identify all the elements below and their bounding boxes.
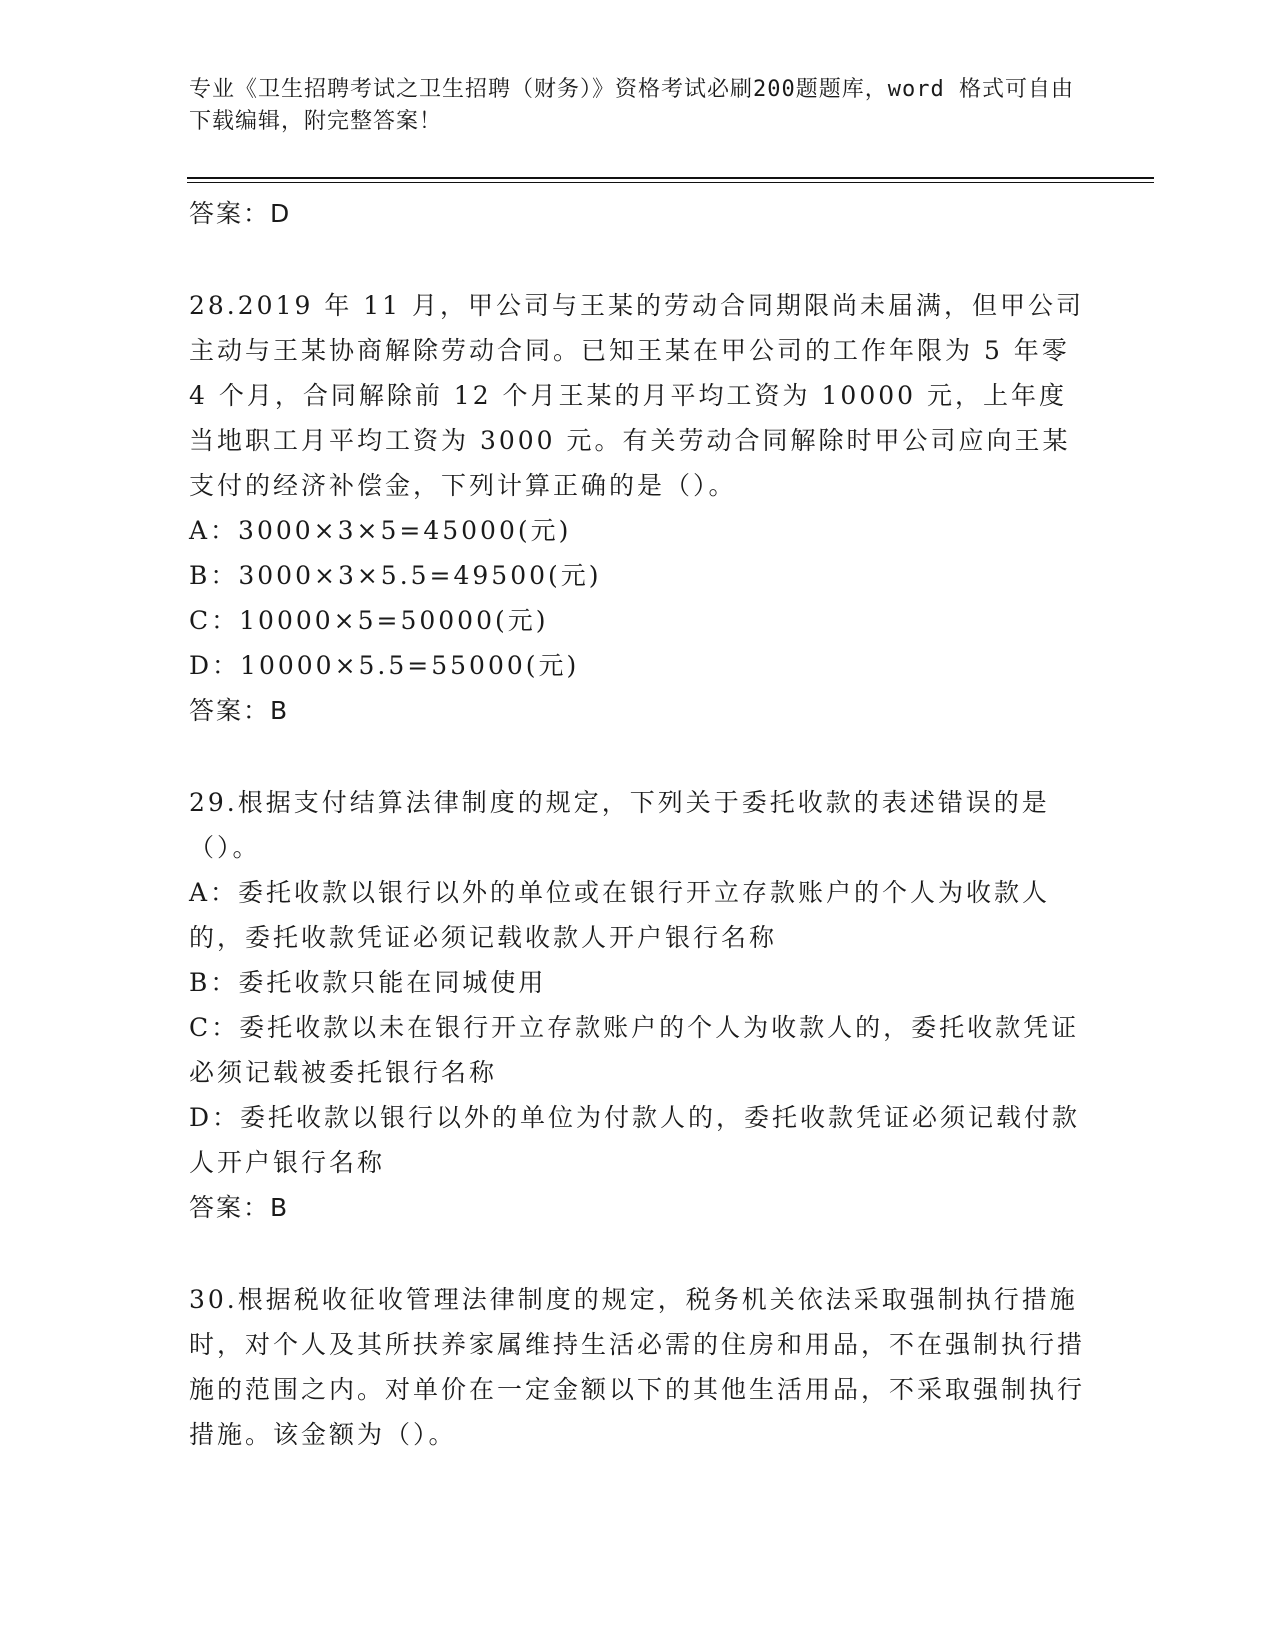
question-29-answer: 答案：B [189, 1193, 290, 1222]
question-28-option-d: D：10000×5.5=55000(元) [189, 651, 580, 680]
question-29-text: 29.根据支付结算法律制度的规定，下列关于委托收款的表述错误的是（）。 [189, 788, 1050, 862]
header-title: 专业《卫生招聘考试之卫生招聘（财务）》资格考试必刷200题题库，word 格式可自由下载编辑，附完整答案！ [189, 77, 1074, 134]
question-28 [189, 283, 1089, 733]
question-30-text: 30.根据税收征收管理法律制度的规定，税务机关依法采取强制执行措施时，对个人及其所扶养家属维持生活必需的住房和用品，不在强制执行措施的范围之内。对单价在一定金额以下的其他生活用品，不采取强制执行措施。该金额为（）。 [189, 1285, 1086, 1449]
spacer [189, 733, 1089, 780]
question-28-option-c: C：10000×5=50000(元) [189, 606, 549, 635]
question-29-option-d: D：委托收款以银行以外的单位为付款人的，委托收款凭证必须记载付款人开户银行名称 [189, 1103, 1081, 1177]
header-divider-thick [187, 177, 1154, 179]
question-28-answer: 答案：B [189, 696, 290, 725]
question-28-text: 28.2019 年 11 月，甲公司与王某的劳动合同期限尚未届满，但甲公司主动与王某协商解除劳动合同。已知王某在甲公司的工作年限为 5 年零 4 个月，合同解除前 12 个月王某的月平均工资为 10000 元，上年度当地职工月平均工资为 3000 元。有关劳动合同解除时甲公司应向王某支付的经济补偿金，下列计算正确的是（）。 [189, 291, 1085, 500]
spacer [189, 1230, 1089, 1277]
question-29 [189, 780, 1089, 1230]
question-28-option-a: A：3000×3×5=45000(元) [189, 516, 572, 545]
question-30 [189, 1277, 1089, 1457]
document-header [189, 74, 1089, 138]
document-body [189, 191, 1089, 1457]
question-29-option-b: B：委托收款只能在同城使用 [189, 968, 547, 997]
previous-question-answer: 答案：D [189, 199, 292, 228]
question-29-option-a: A：委托收款以银行以外的单位或在银行开立存款账户的个人为收款人的，委托收款凭证必须记载收款人开户银行名称 [189, 878, 1051, 952]
header-divider-thin [187, 182, 1154, 183]
spacer [189, 236, 1089, 283]
question-28-option-b: B：3000×3×5.5=49500(元) [189, 561, 602, 590]
question-29-option-c: C：委托收款以未在银行开立存款账户的个人为收款人的，委托收款凭证必须记载被委托银行名称 [189, 1013, 1080, 1087]
